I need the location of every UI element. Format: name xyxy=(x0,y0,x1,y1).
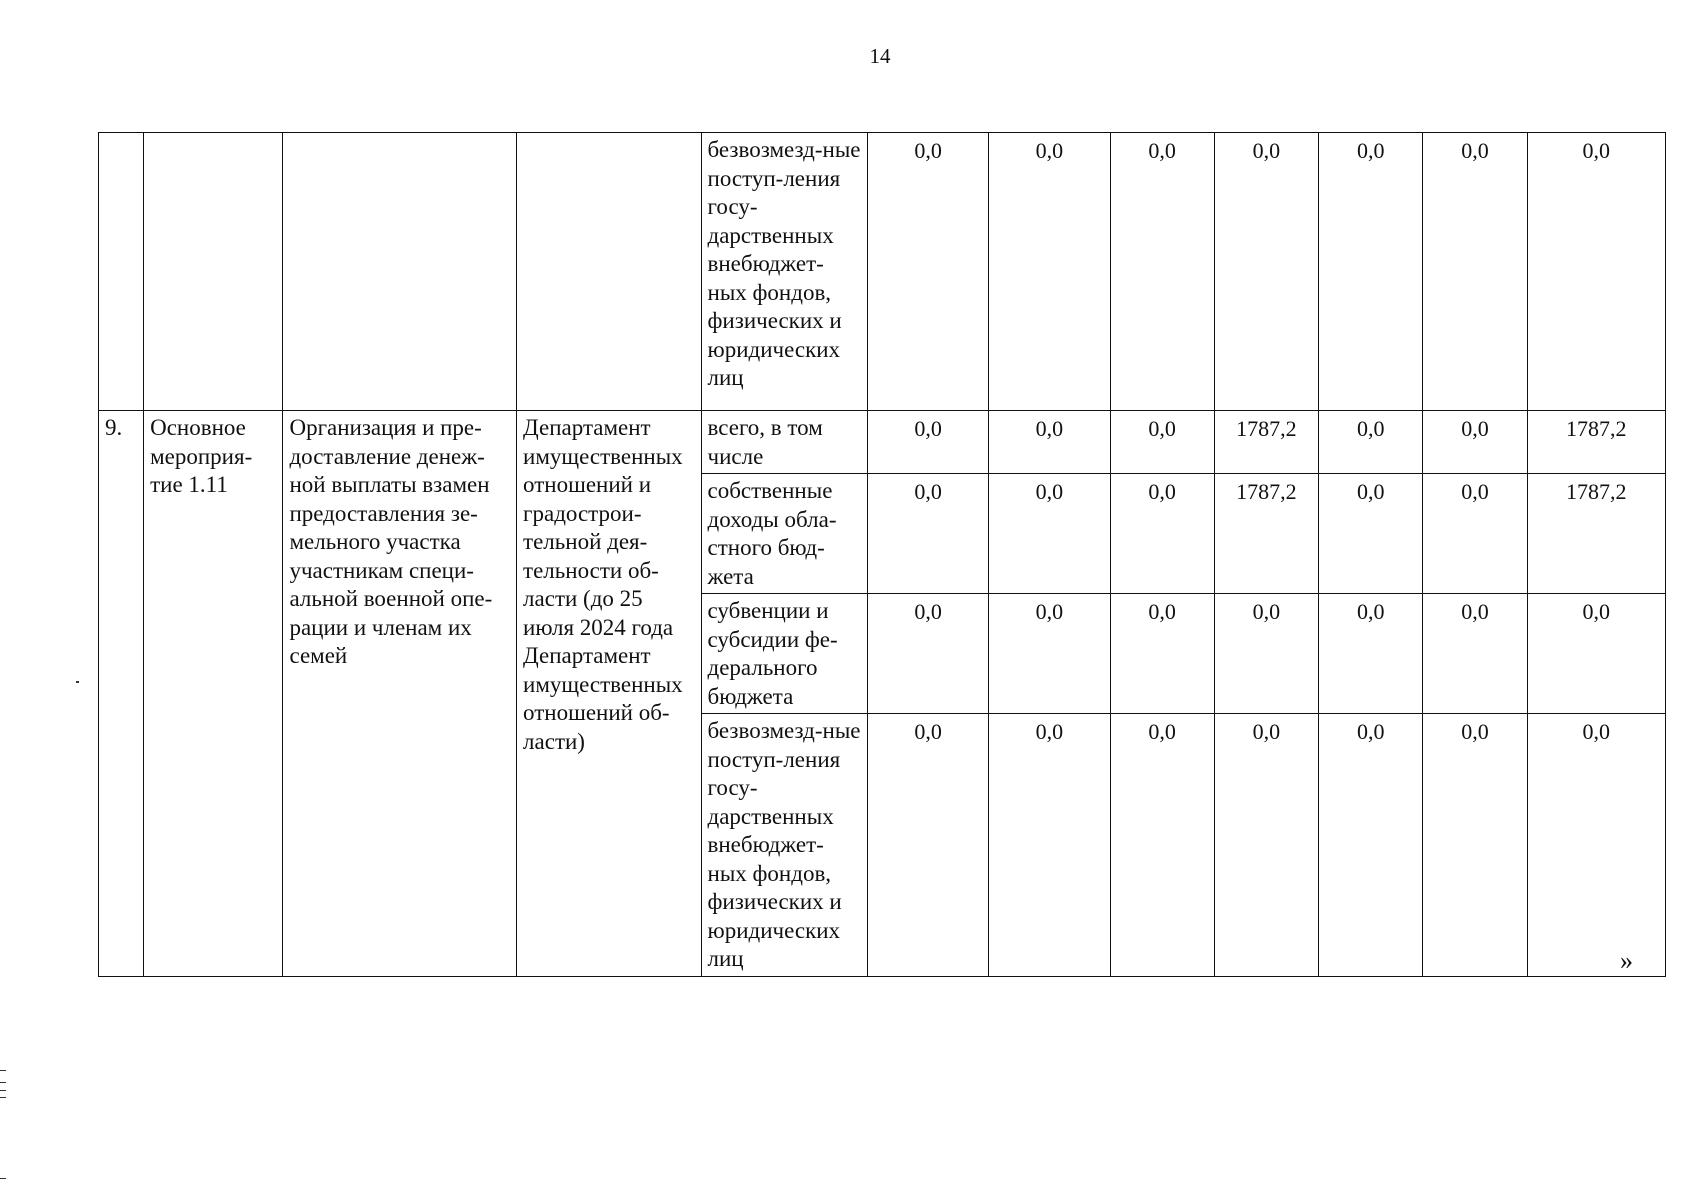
cell-value: 0,0 xyxy=(1319,411,1423,474)
cell-value: 1787,2 xyxy=(1527,411,1665,474)
page-number: 14 xyxy=(869,44,891,68)
cell-value: 0,0 xyxy=(1319,594,1423,714)
cell-value: 0,0 xyxy=(1319,714,1423,977)
cell-value: 0,0 xyxy=(1214,714,1318,977)
margin-tick xyxy=(0,1178,6,1179)
cell-number-empty xyxy=(99,133,144,411)
cell-value: 0,0 xyxy=(1527,133,1665,411)
cell-value: 0,0 xyxy=(1527,594,1665,714)
margin-tick xyxy=(0,1090,6,1091)
cell-value: 0,0 xyxy=(1423,133,1527,411)
cell-value: 1787,2 xyxy=(1214,411,1318,474)
cell-value: 0,0 xyxy=(1319,474,1423,594)
cell-source: субвенции и субсидии фе-дерального бюджета xyxy=(701,594,867,714)
closing-quote-mark: » xyxy=(1620,946,1633,975)
cell-source: собственные доходы обла-стного бюд-жета xyxy=(701,474,867,594)
cell-value: 0,0 xyxy=(1319,133,1423,411)
cell-value: 0,0 xyxy=(867,714,988,977)
table-row-continued xyxy=(99,133,1666,411)
cell-value: 0,0 xyxy=(1423,474,1527,594)
margin-tick xyxy=(0,1097,6,1098)
cell-value: 0,0 xyxy=(989,714,1110,977)
cell-item-number: 9. xyxy=(99,411,144,977)
cell-value: 1787,2 xyxy=(1527,474,1665,594)
cell-value: 0,0 xyxy=(1110,133,1214,411)
cell-name-empty xyxy=(144,133,283,411)
cell-value: 0,0 xyxy=(867,411,988,474)
cell-value: 0,0 xyxy=(1214,133,1318,411)
cell-value: 0,0 xyxy=(867,133,988,411)
cell-item-name: Основное мероприя-тие 1.11 xyxy=(144,411,283,977)
cell-description-empty xyxy=(283,133,517,411)
margin-tick xyxy=(0,1070,6,1071)
cell-value: 0,0 xyxy=(989,594,1110,714)
cell-value: 0,0 xyxy=(1110,594,1214,714)
cell-executor-empty xyxy=(517,133,701,411)
cell-item-executor: Департамент имущественных отношений и градострои-тельной дея-тельности об-ласти (до 25 июля 2024 года Департамент имущественных отношений об-ласти) xyxy=(517,411,701,977)
cell-value: 0,0 xyxy=(867,594,988,714)
cell-value: 0,0 xyxy=(989,133,1110,411)
cell-value: 0,0 xyxy=(1423,411,1527,474)
cell-value: 0,0 xyxy=(989,474,1110,594)
cell-value: 0,0 xyxy=(1110,474,1214,594)
cell-source: безвозмезд-ные поступ-ления госу-дарственных внебюджет-ных фондов, физических и юридических лиц xyxy=(701,133,867,411)
cell-value: 0,0 xyxy=(989,411,1110,474)
cell-item-description: Организация и пре-доставление денеж-ной выплаты взамен предоставления зе-мельного участка участникам специ-альной военной опе-рации и членам их семей xyxy=(283,411,517,977)
cell-value: 0,0 xyxy=(1214,594,1318,714)
cell-value: 0,0 xyxy=(1423,594,1527,714)
cell-source: безвозмезд-ные поступ-ления госу-дарственных внебюджет-ных фондов, физических и юридических лиц xyxy=(701,714,867,977)
cell-value: 0,0 xyxy=(1110,714,1214,977)
table-row-total xyxy=(99,411,1666,474)
margin-tick xyxy=(0,1082,6,1083)
cell-value: 0,0 xyxy=(1423,714,1527,977)
cell-value: 0,0 xyxy=(1110,411,1214,474)
budget-table xyxy=(98,132,1666,977)
scan-speck xyxy=(76,681,79,683)
cell-value: 1787,2 xyxy=(1214,474,1318,594)
cell-value: 0,0 xyxy=(1527,714,1665,977)
cell-source: всего, в том числе xyxy=(701,411,867,474)
cell-value: 0,0 xyxy=(867,474,988,594)
